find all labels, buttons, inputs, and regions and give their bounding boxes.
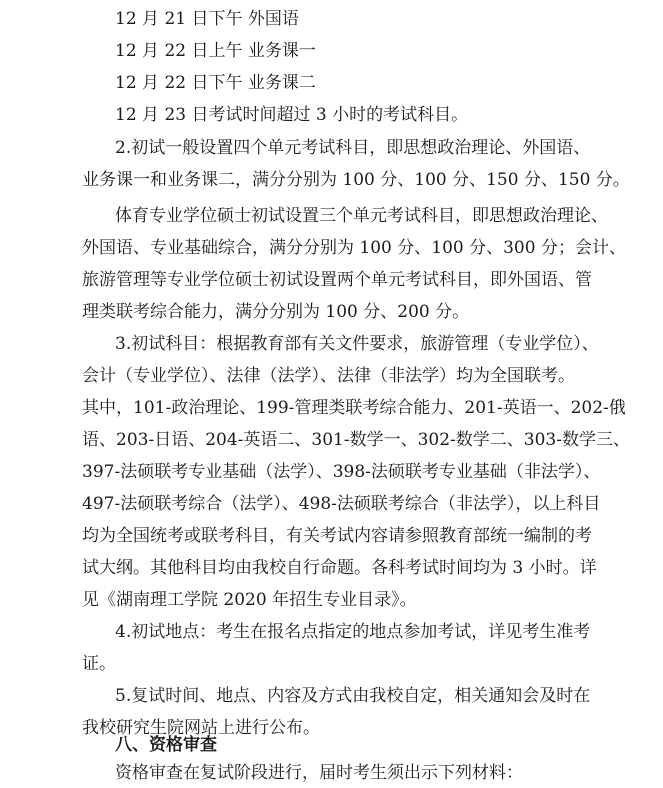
paragraph-line: 397-法硕联考专业基础（法学）、398-法硕联考专业基础（非法学）、 [82, 462, 601, 482]
paragraph-line: 497-法硕联考综合（法学）、498-法硕联考综合（非法学），以上科目 [82, 494, 601, 514]
schedule-line: 12 月 22 日上午 业务课一 [115, 41, 316, 61]
paragraph-line: 4.初试地点：考生在报名点指定的地点参加考试，详见考生准考 [115, 622, 591, 642]
paragraph-line: 外国语、专业基础综合，满分分别为 100 分、100 分、300 分；会计、 [82, 238, 626, 258]
paragraph-line: 均为全国统考或联考科目，有关考试内容请参照教育部统一编制的考 [82, 526, 592, 546]
section-heading: 八、资格审查 [115, 735, 217, 755]
paragraph-line: 见《湖南理工学院 2020 年招生专业目录》。 [82, 590, 417, 610]
paragraph-line: 2.初试一般设置四个单元考试科目，即思想政治理论、外国语、 [115, 138, 591, 158]
paragraph-line: 旅游管理等专业学位硕士初试设置两个单元考试科目，即外国语、管 [82, 270, 592, 290]
paragraph-line: 证。 [82, 654, 116, 674]
paragraph-line: 试大纲。其他科目均由我校自行命题。各科考试时间均为 3 小时。详 [82, 558, 597, 578]
paragraph-line: 其中，101-政治理论、199-管理类联考综合能力、201-英语一、202-俄 [82, 398, 626, 418]
paragraph-line: 业务课一和业务课二，满分分别为 100 分、100 分、150 分、150 分。 [82, 170, 630, 190]
paragraph-line: 语、203-日语、204-英语二、301-数学一、302-数学二、303-数学三、 [82, 430, 630, 450]
schedule-line: 12 月 22 日下午 业务课二 [115, 73, 316, 93]
paragraph-line: 5.复试时间、地点、内容及方式由我校自定，相关通知会及时在 [115, 686, 591, 706]
schedule-line: 12 月 21 日下午 外国语 [115, 9, 299, 29]
schedule-line: 12 月 23 日考试时间超过 3 小时的考试科目。 [115, 105, 469, 125]
paragraph-line: 会计（专业学位）、法律（法学）、法律（非法学）均为全国联考。 [82, 366, 575, 386]
paragraph-line: 体育专业学位硕士初试设置三个单元考试科目，即思想政治理论、 [115, 206, 608, 226]
paragraph-line: 理类联考综合能力，满分分别为 100 分、200 分。 [82, 302, 470, 322]
paragraph-line: 我校研究生院网站上进行公布。 [82, 718, 320, 738]
paragraph-line: 3.初试科目：根据教育部有关文件要求，旅游管理（专业学位）、 [115, 334, 599, 354]
paragraph-line: 资格审查在复试阶段进行，届时考生须出示下列材料： [115, 763, 523, 783]
